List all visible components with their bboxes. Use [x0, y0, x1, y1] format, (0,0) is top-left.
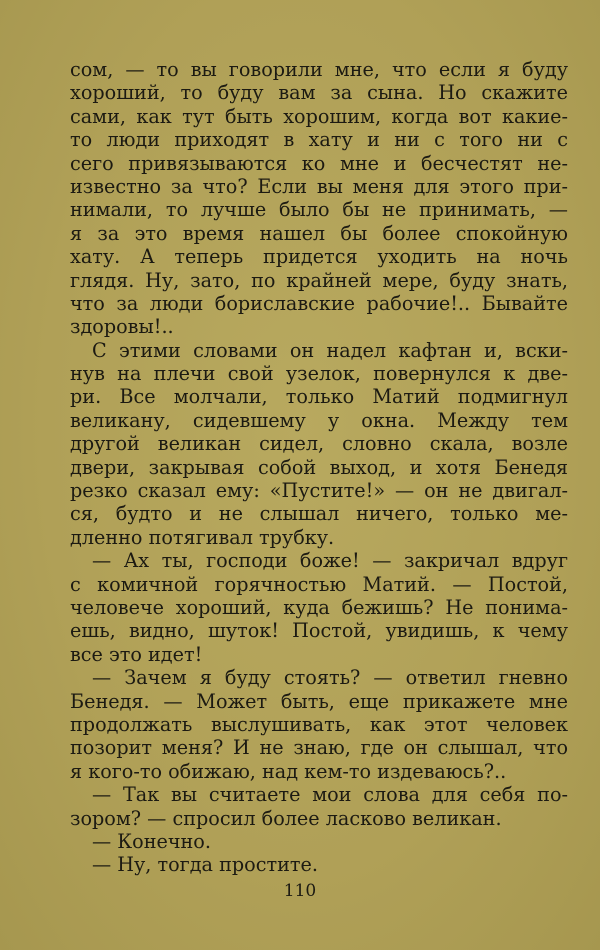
text-line: известно за что? Если вы меня для этого при- [70, 174, 568, 198]
text-line: — Так вы считаете мои слова для себя по- [92, 783, 568, 807]
text-line: — Конечно. [92, 829, 211, 853]
text-line: сом, — то вы говорили мне, что если я буду [70, 58, 568, 81]
text-line: хороший, то буду вам за сына. Но скажите [70, 81, 568, 105]
text-line: нимали, то лучше было бы не принимать, — [70, 198, 568, 222]
text-line: двери, закрывая собой выход, и хотя Бенедя [70, 455, 568, 479]
text-line: сами, как тут быть хорошим, когда вот какие- [70, 104, 568, 128]
text-line: дленно потягивал трубку. [70, 525, 335, 549]
page-number: 110 [283, 881, 317, 901]
text-line: я за это время нашел бы более спокойную [70, 221, 568, 245]
text-line: ри. Все молчали, только Матий подмигнул [70, 385, 568, 409]
text-line: сего привязываются ко мне и бесчестят не- [70, 151, 568, 175]
text-line: великану, сидевшему у окна. Между тем [70, 408, 568, 432]
text-line: то люди приходят в хату и ни с того ни с [70, 128, 568, 152]
body-text [70, 58, 568, 877]
text-line: — Ну, тогда простите. [92, 853, 318, 877]
text-line: глядя. Ну, зато, по крайней мере, буду знать, [70, 268, 568, 292]
text-line: все это идет! [70, 642, 203, 666]
text-line: зором? — спросил более ласково великан. [70, 806, 502, 830]
text-line: — Ах ты, господи боже! — закричал вдруг [92, 549, 568, 573]
text-line: я кого-то обижаю, над кем-то издеваюсь?.. [70, 759, 507, 783]
text-line: что за люди бориславские рабочие!.. Бывайте [70, 291, 568, 315]
text-line: позорит меня? И не знаю, где он слышал, что [70, 736, 568, 760]
text-line: другой великан сидел, словно скала, возле [70, 432, 568, 456]
text-line: здоровы!.. [70, 315, 174, 339]
text-line: ешь, видно, шуток! Постой, увидишь, к чему [70, 619, 568, 643]
text-line: Бенедя. — Может быть, еще прикажете мне [70, 689, 568, 713]
text-line: С этими словами он надел кафтан и, вски- [92, 338, 568, 362]
text-line: человече хороший, куда бежишь? Не понима- [70, 595, 568, 619]
text-line: хату. А теперь придется уходить на ночь [70, 245, 568, 269]
text-line: ся, будто и не слышал ничего, только ме- [70, 502, 568, 526]
text-line: резко сказал ему: «Пустите!» — он не двигал- [70, 479, 568, 503]
text-line: — Зачем я буду стоять? — ответил гневно [92, 666, 568, 690]
text-line: с комичной горячностью Матий. — Постой, [70, 572, 568, 596]
text-line: нув на плечи свой узелок, повернулся к две- [70, 362, 568, 386]
text-line: продолжать выслушивать, как этот человек [70, 712, 568, 736]
